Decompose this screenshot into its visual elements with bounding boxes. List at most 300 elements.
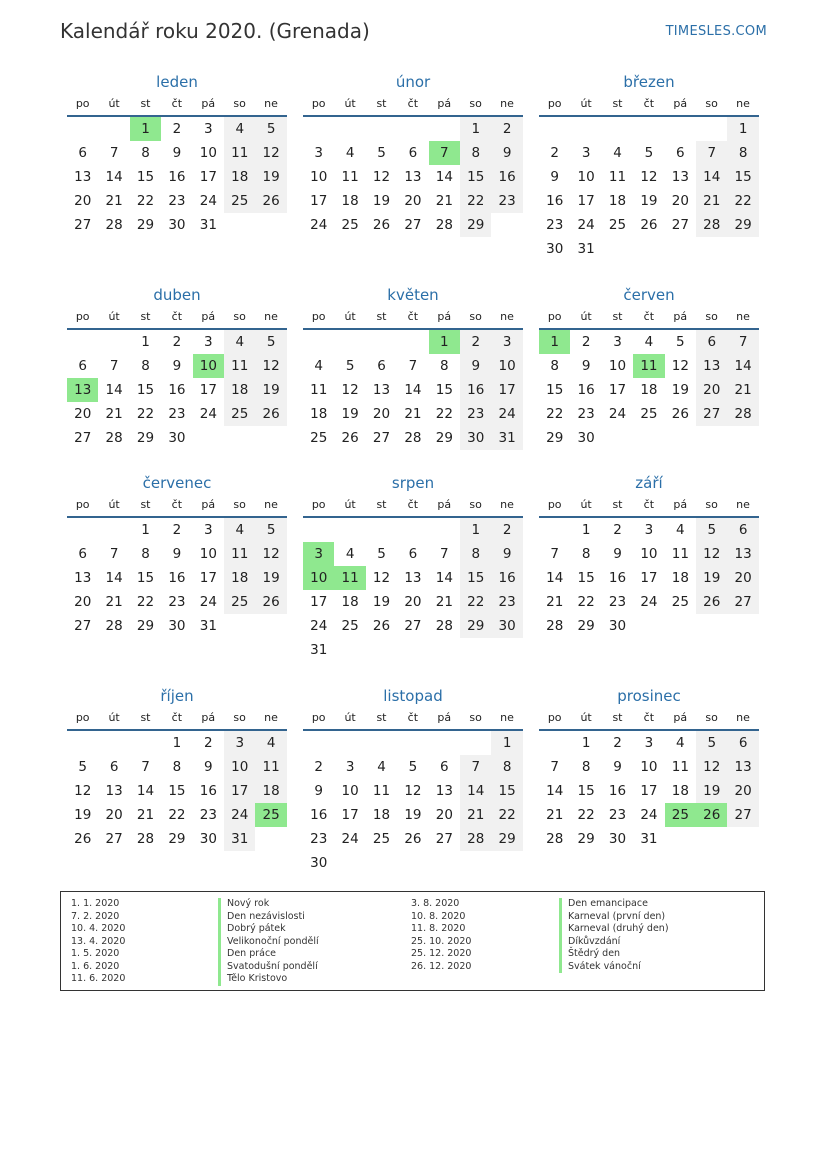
day-cell: 30 [546,241,564,257]
legend-dates-right [411,898,471,973]
day-cell: 26 [404,831,422,847]
weekday-label: po [547,97,562,110]
weekday-label: so [233,498,246,511]
day-cell: 9 [613,546,622,562]
empty-cell [98,330,129,354]
legend-holiday-name: Štědrý den [559,948,669,961]
day-cell: 25 [640,406,658,422]
day-cell: 11 [224,141,255,165]
month-leden [67,71,287,237]
weekday-label: pá [673,310,688,323]
empty-cell [98,731,129,755]
day-cell: 27 [435,831,453,847]
day-cell: 20 [74,406,92,422]
day-cell: 28 [727,402,758,426]
holiday-day: 7 [429,141,460,165]
day-cell: 4 [224,330,255,354]
weekday-label: po [75,711,90,724]
brand-link[interactable]: TIMESLES.COM [665,24,767,39]
day-cell: 27 [105,831,123,847]
month-srpen [303,472,523,662]
day-cell: 22 [136,406,155,422]
weekday-label: pá [437,711,452,724]
day-cell: 4 [377,759,386,775]
day-cell: 1 [141,522,150,538]
weekday-label: po [311,97,326,110]
weekday-label: po [311,498,326,511]
day-cell: 21 [546,594,564,610]
day-cell: 9 [581,358,591,374]
weekday-header [303,707,523,731]
day-cell: 4 [644,334,654,350]
day-cell: 12 [341,382,359,398]
weekday-header [67,494,287,518]
day-cell: 4 [224,117,255,141]
day-cell: 14 [546,570,564,586]
day-cell: 17 [199,570,217,586]
weekday-label: st [376,498,387,511]
day-cell: 29 [727,213,758,237]
day-cell: 28 [136,831,155,847]
day-cell: 10 [310,169,328,185]
day-cell: 11 [224,354,255,378]
day-cell: 22 [435,406,453,422]
weekday-label: st [140,97,151,110]
day-cell: 29 [577,831,595,847]
day-cell: 27 [727,803,758,827]
empty-cell [303,731,334,755]
day-cell: 23 [168,594,186,610]
day-cell: 7 [141,759,150,775]
weekday-label: po [75,498,90,511]
day-cell: 30 [310,855,328,871]
day-cell: 25 [671,594,689,610]
day-cell: 21 [696,189,727,213]
day-cell: 10 [608,358,627,374]
day-cell: 25 [372,831,391,847]
weekday-label: so [469,310,482,323]
weekday-label: po [547,498,562,511]
day-cell: 19 [696,779,727,803]
month-name: únor [395,73,431,91]
day-cell: 2 [460,330,491,354]
day-cell: 12 [74,783,92,799]
day-cell: 21 [460,803,491,827]
day-cell: 1 [581,522,591,538]
day-cell: 9 [172,546,182,562]
weekday-header [303,494,523,518]
day-cell: 28 [404,430,422,446]
day-cell: 2 [172,334,182,350]
day-cell: 8 [141,145,150,161]
day-cell: 12 [255,141,286,165]
empty-cell [429,518,460,542]
weekday-label: pá [437,498,452,511]
day-cell: 8 [172,759,182,775]
day-cell: 9 [204,759,213,775]
weekday-header [67,93,287,117]
day-grid [303,731,523,875]
day-cell: 22 [727,189,758,213]
month-červenec [67,472,287,638]
day-cell: 20 [404,594,422,610]
day-cell: 3 [314,145,323,161]
day-cell: 26 [341,430,359,446]
day-cell: 13 [404,570,422,586]
day-cell: 30 [608,831,627,847]
weekday-label: út [580,310,592,323]
day-cell: 15 [460,165,491,189]
weekday-label: st [140,310,151,323]
empty-cell [397,117,428,141]
weekday-label: ne [264,97,278,110]
day-cell: 27 [74,217,92,233]
month-name: prosinec [617,687,681,705]
weekday-label: st [612,498,623,511]
weekday-label: ne [264,310,278,323]
day-cell: 21 [435,193,453,209]
day-grid [303,518,523,662]
legend-holiday-name: Díkůvzdání [559,936,669,949]
day-cell: 2 [172,121,182,137]
weekday-label: po [311,711,326,724]
empty-cell [67,518,98,542]
day-cell: 18 [640,382,658,398]
day-cell: 16 [491,566,522,590]
day-cell: 5 [696,518,727,542]
day-cell: 14 [136,783,155,799]
day-cell: 3 [491,330,522,354]
day-cell: 16 [310,807,328,823]
day-cell: 24 [608,406,627,422]
legend-holiday-name: Den práce [218,948,319,961]
day-cell: 2 [491,117,522,141]
day-cell: 20 [435,807,453,823]
day-cell: 1 [460,518,491,542]
day-cell: 17 [640,783,658,799]
weekday-label: čt [171,498,183,511]
day-cell: 5 [408,759,418,775]
legend-holiday-name: Svatodušní pondělí [218,961,319,974]
day-cell: 10 [577,169,595,185]
day-cell: 14 [404,382,422,398]
day-cell: 29 [136,217,155,233]
weekday-label: po [75,310,90,323]
day-cell: 28 [105,618,123,634]
day-cell: 6 [727,731,758,755]
day-cell: 18 [255,779,286,803]
day-cell: 30 [168,430,186,446]
day-cell: 21 [727,378,758,402]
weekday-label: ne [736,310,750,323]
day-cell: 4 [676,735,685,751]
day-cell: 12 [255,354,286,378]
day-cell: 28 [105,430,123,446]
day-cell: 22 [577,594,595,610]
day-cell: 6 [408,546,418,562]
day-cell: 25 [341,618,359,634]
day-cell: 15 [168,783,186,799]
day-cell: 6 [696,330,727,354]
weekday-label: čt [643,498,655,511]
weekday-label: út [580,711,592,724]
weekday-label: st [376,310,387,323]
holiday-day: 25 [255,803,286,827]
empty-cell [67,330,98,354]
day-cell: 31 [491,426,522,450]
day-cell: 13 [671,169,689,185]
legend-date: 1. 1. 2020 [71,898,120,909]
weekday-label: čt [171,97,183,110]
day-cell: 7 [408,358,418,374]
day-cell: 1 [581,735,591,751]
weekday-label: út [344,498,356,511]
day-cell: 10 [199,546,217,562]
holiday-legend [60,891,765,991]
day-grid [539,330,759,450]
holiday-day: 11 [633,354,664,378]
day-cell: 3 [644,735,654,751]
day-cell: 9 [172,145,182,161]
day-cell: 3 [613,334,622,350]
day-cell: 20 [727,566,758,590]
weekday-label: pá [673,711,688,724]
weekday-header [539,93,759,117]
day-cell: 29 [460,213,491,237]
month-name: březen [623,73,675,91]
day-cell: 21 [546,807,564,823]
weekday-label: so [233,97,246,110]
day-cell: 19 [341,406,359,422]
day-grid [539,518,759,638]
day-cell: 9 [491,141,522,165]
weekday-label: út [344,310,356,323]
day-cell: 9 [550,169,559,185]
day-cell: 6 [377,358,386,374]
day-cell: 17 [310,193,328,209]
legend-holiday-name: Karneval (druhý den) [559,923,669,936]
day-cell: 22 [546,406,564,422]
empty-cell [67,117,98,141]
day-cell: 6 [109,759,119,775]
empty-cell [366,731,397,755]
day-cell: 6 [676,145,685,161]
holiday-day: 13 [67,378,98,402]
day-cell: 16 [199,783,217,799]
holiday-day: 1 [539,330,570,354]
day-cell: 23 [491,189,522,213]
day-cell: 5 [676,334,685,350]
day-cell: 8 [460,141,491,165]
day-cell: 22 [136,193,155,209]
weekday-label: út [344,97,356,110]
day-cell: 19 [404,807,422,823]
day-cell: 11 [224,542,255,566]
day-cell: 17 [341,807,359,823]
day-cell: 16 [168,382,186,398]
day-grid [303,330,523,450]
day-cell: 13 [404,169,422,185]
weekday-label: pá [201,310,216,323]
legend-date: 1. 5. 2020 [71,948,120,959]
empty-cell [397,518,428,542]
empty-cell [334,518,365,542]
month-name: listopad [383,687,443,705]
day-cell: 25 [310,430,328,446]
day-cell: 29 [577,618,595,634]
day-grid [67,518,287,638]
day-cell: 7 [109,145,119,161]
empty-cell [570,117,601,141]
day-cell: 9 [460,354,491,378]
day-grid [539,117,759,261]
day-cell: 17 [310,594,328,610]
month-duben [67,284,287,450]
legend-date: 25. 12. 2020 [411,948,472,959]
day-cell: 8 [141,358,150,374]
day-cell: 15 [136,169,155,185]
day-cell: 12 [696,542,727,566]
legend-holiday-name: Nový rok [218,898,319,911]
legend-holiday-name: Velikonoční pondělí [218,936,319,949]
day-cell: 30 [460,426,491,450]
holiday-day: 10 [303,566,334,590]
day-cell: 15 [136,570,155,586]
day-cell: 7 [109,546,119,562]
day-cell: 20 [671,193,689,209]
day-grid [67,330,287,450]
day-cell: 9 [314,783,323,799]
weekday-label: so [469,97,482,110]
holiday-day: 11 [334,566,365,590]
weekday-label: čt [171,711,183,724]
weekday-label: ne [736,97,750,110]
day-cell: 10 [640,759,658,775]
day-cell: 16 [460,378,491,402]
day-cell: 10 [199,145,217,161]
weekday-label: st [376,97,387,110]
weekday-header [67,306,287,330]
day-cell: 8 [581,759,591,775]
day-cell: 20 [105,807,123,823]
day-cell: 21 [136,807,155,823]
day-cell: 3 [644,522,654,538]
day-cell: 8 [581,546,591,562]
day-cell: 19 [255,378,286,402]
day-cell: 7 [696,141,727,165]
empty-cell [366,518,397,542]
weekday-label: pá [201,97,216,110]
weekday-label: út [108,310,120,323]
day-cell: 23 [310,831,328,847]
weekday-label: pá [673,97,688,110]
day-cell: 13 [435,783,453,799]
day-cell: 25 [608,217,627,233]
day-cell: 13 [727,542,758,566]
day-cell: 24 [199,193,217,209]
month-prosinec [539,685,759,851]
legend-date: 11. 6. 2020 [71,973,126,984]
weekday-label: pá [437,97,452,110]
day-grid [67,117,287,237]
month-name: duben [153,286,201,304]
day-cell: 29 [136,618,155,634]
day-cell: 12 [696,755,727,779]
day-cell: 26 [255,402,286,426]
day-cell: 5 [377,145,386,161]
day-cell: 29 [546,430,564,446]
legend-date: 7. 2. 2020 [71,910,120,922]
day-cell: 18 [341,193,359,209]
month-červen [539,284,759,450]
empty-cell [397,731,428,755]
month-name: srpen [391,474,435,492]
day-cell: 28 [435,217,453,233]
day-cell: 30 [199,831,217,847]
weekday-label: pá [201,711,216,724]
empty-cell [539,731,570,755]
day-cell: 24 [341,831,359,847]
day-cell: 2 [550,145,559,161]
holiday-day: 1 [429,330,460,354]
day-cell: 5 [696,731,727,755]
empty-cell [429,117,460,141]
day-cell: 5 [255,518,286,542]
day-cell: 26 [372,618,391,634]
day-cell: 24 [310,217,328,233]
holiday-day: 3 [303,542,334,566]
day-cell: 2 [613,735,622,751]
weekday-label: ne [736,498,750,511]
day-cell: 11 [372,783,391,799]
day-cell: 21 [105,406,123,422]
day-cell: 29 [460,614,491,638]
weekday-label: út [108,711,120,724]
day-cell: 12 [671,358,689,374]
day-cell: 29 [136,430,155,446]
day-cell: 8 [141,546,150,562]
day-cell: 28 [546,831,564,847]
day-cell: 12 [372,570,391,586]
day-cell: 16 [577,382,595,398]
day-cell: 16 [608,783,627,799]
day-cell: 20 [727,779,758,803]
day-cell: 11 [310,382,328,398]
day-cell: 27 [74,618,92,634]
weekday-label: čt [407,97,419,110]
month-září [539,472,759,638]
day-cell: 14 [435,570,453,586]
weekday-label: st [612,310,623,323]
day-cell: 23 [168,406,186,422]
weekday-label: st [612,711,623,724]
empty-cell [366,117,397,141]
day-cell: 13 [74,570,92,586]
day-cell: 16 [168,570,186,586]
day-cell: 4 [314,358,323,374]
day-cell: 22 [136,594,155,610]
weekday-label: út [344,711,356,724]
day-cell: 2 [204,735,213,751]
empty-cell [397,330,428,354]
holiday-day: 25 [665,803,696,827]
holiday-day: 26 [696,803,727,827]
day-cell: 19 [255,566,286,590]
day-cell: 26 [372,217,391,233]
day-cell: 3 [204,334,213,350]
weekday-label: čt [407,711,419,724]
day-cell: 23 [608,594,627,610]
